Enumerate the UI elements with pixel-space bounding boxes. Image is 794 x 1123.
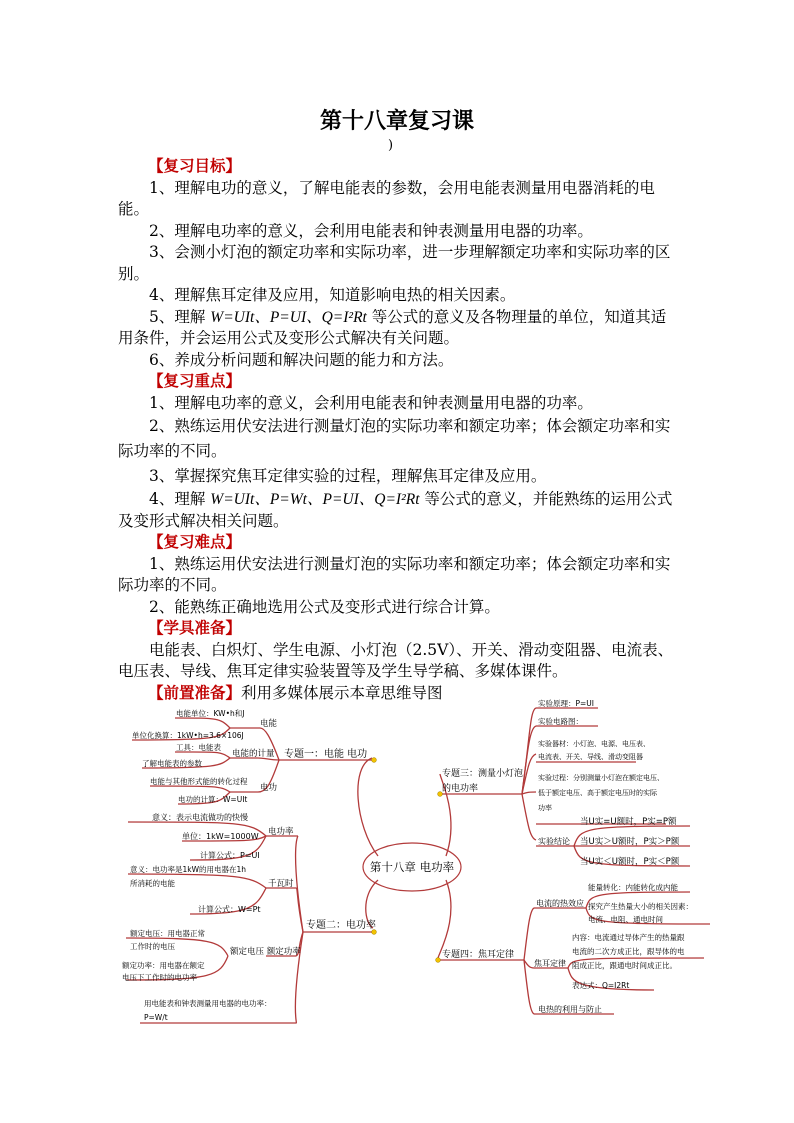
- page-subtitle: ): [388, 138, 394, 153]
- materials-heading: 【学具准备】: [148, 619, 242, 637]
- topic4-heat-explore: 电流、电阻、通电时间: [588, 915, 663, 924]
- topic3-circuit: 实验电路图：: [538, 717, 583, 726]
- topic1-energy-unit: 电能单位：KW•h和J: [176, 709, 245, 718]
- topic3-process: 低于额定电压、高于额定电压时的实际: [538, 789, 657, 797]
- key-point-4-formula: W=UIt、P=Wt、P=UI、Q=I²Rt: [210, 491, 420, 508]
- topic2-rated-power: 额定功率：用电器在额定: [122, 961, 205, 970]
- topic2-kwh-meaning: 意义：电功率是1kW的用电器在1h: [130, 865, 247, 874]
- topic2-branch-kwh: 千瓦时: [268, 879, 294, 889]
- topic4-law-formula: 表达式：Q=I2Rt: [572, 981, 630, 990]
- topic1-measure-tool: 工具：电能表: [176, 743, 221, 752]
- topic2-branch-power: 电功率: [268, 827, 294, 837]
- mindmap-dot: [372, 758, 377, 763]
- goal-item-5-prefix: 5、理解: [149, 307, 211, 326]
- document-body: [118, 156, 680, 704]
- key-point-item: [118, 489, 680, 532]
- topic2-kwh-meaning: 所消耗的电能: [130, 879, 175, 888]
- difficulty-item: 2、能熟练正确地选用公式及变形式进行综合计算。: [149, 597, 500, 616]
- topic3-conclusion: 实验结论: [538, 837, 570, 846]
- key-point-item: 2、熟练运用伏安法进行测量灯泡的实际功率和额定功率；体会额定功率和实际功率的不同。: [118, 417, 671, 460]
- mind-map: [120, 696, 710, 1032]
- topic1-label: 专题一：电能 电功: [284, 749, 368, 760]
- topic2-meter: P=W/t: [144, 1013, 168, 1022]
- topic1-work-formula: 电功的计算：W=UIt: [178, 795, 248, 804]
- topic2-power-unit: 单位：1kW=1000W: [182, 832, 259, 841]
- mindmap-link: [438, 880, 451, 958]
- page-title: 第十八章复习课: [319, 109, 474, 134]
- topic1-measure-params: 了解电能表的参数: [142, 759, 202, 768]
- topic4-use: 电热的利用与防止: [538, 1005, 602, 1014]
- key-point-4-prefix: 4、理解: [149, 490, 211, 508]
- topic1-work-process: 电能与其他形式能的转化过程: [150, 777, 248, 786]
- topic1-branch-work: 电功: [260, 783, 278, 793]
- topic3-conclusion-2: 当U实＞U额时，P实＞P额: [580, 837, 680, 847]
- key-point-item: 1、理解电功率的意义，会利用电能表和钟表测量用电器的功率。: [149, 393, 593, 412]
- topic1-branch-measure: 电能的计量: [232, 749, 275, 759]
- preparation-heading: 【前置准备】: [148, 683, 242, 702]
- topic2-meter: 用电能表和钟表测量用电器的电功率：: [144, 999, 272, 1008]
- topic4-branch-heat: 电流的热效应: [536, 899, 584, 908]
- topic2-rated-power: 电压下工作时的电功率: [122, 973, 197, 982]
- key-points-heading: 【复习重点】: [148, 372, 242, 390]
- topic3-label: 的电功率: [442, 784, 479, 794]
- goals-heading: 【复习目标】: [148, 157, 242, 175]
- mindmap-center-label: 第十八章 电功率: [369, 860, 455, 874]
- topic1-branch-energy: 电能: [260, 719, 278, 729]
- topic2-power-meaning: 意义：表示电流做功的快慢: [152, 813, 248, 822]
- goal-item: 6、养成分析问题和解决问题的能力和方法。: [149, 350, 454, 369]
- mindmap-dot: [436, 958, 441, 963]
- goal-item: 4、理解焦耳定律及应用，知道影响电热的相关因素。: [149, 286, 516, 304]
- topic1-energy-convert: 单位化换算：1kW•h=3.6×106J: [132, 731, 244, 740]
- mindmap-link: [358, 758, 378, 856]
- topic3-equipment: 电流表、开关、导线、滑动变阻器: [538, 753, 643, 761]
- topic3-conclusion-1: 当U实=U额时，P实=P额: [580, 817, 677, 827]
- materials-text: 电能表、白炽灯、学生电源、小灯泡（2.5V）、开关、滑动变阻器、电流表、电压表、导线、焦耳定律实验装置等及学生导学稿、多媒体课件。: [118, 640, 674, 680]
- goal-item: 3、会测小灯泡的额定功率和实际功率，进一步理解额定功率和实际功率的区别。: [118, 243, 671, 283]
- topic4-law: 电流的二次方成正比，跟导体的电: [572, 947, 685, 956]
- topic4-heat-explore: 探究产生热量大小的相关因素：: [588, 902, 693, 911]
- topic3-process: 功率: [538, 804, 552, 812]
- difficulties-heading: 【复习难点】: [148, 533, 242, 551]
- topic3-label: 专题三：测量小灯泡: [442, 769, 524, 779]
- topic4-branch-law: 焦耳定律: [534, 959, 566, 968]
- goal-item: 2、理解电功率的意义，会利用电能表和钟表测量用电器的功率。: [149, 221, 593, 240]
- topic4-law: 内容：电流通过导体产生的热量跟: [572, 933, 685, 942]
- topic3-equipment: 实验器材：小灯泡、电源、电压表、: [538, 740, 650, 748]
- difficulty-item: 1、熟练运用伏安法进行测量灯泡的实际功率和额定功率；体会额定功率和实际功率的不同。: [118, 554, 671, 594]
- topic2-rated-voltage: 工作时的电压: [130, 942, 175, 951]
- topic3-conclusion-3: 当U实＜U额时，P实＜P额: [580, 857, 680, 867]
- goal-item-5-formula: W=UIt、P=UI、Q=I²Rt: [210, 308, 367, 326]
- topic2-power-formula: 计算公式：P=UI: [200, 851, 260, 860]
- key-point-4-suffix: 等公式的意义，并能熟练的运用公式及变形式解决相关问题。: [118, 490, 673, 530]
- goal-item: 1、理解电功的意义，了解电能表的参数，会用电能表测量用电器消耗的电能。: [118, 178, 655, 218]
- key-point-item: 3、掌握探究焦耳定律实验的过程，理解焦耳定律及应用。: [149, 467, 547, 485]
- topic4-label: 专题四：焦耳定律: [442, 950, 515, 960]
- topic4-heat-energy: 能量转化：内能转化成内能: [588, 883, 678, 892]
- topic4-law: 阻成正比，跟通电时间成正比。: [572, 961, 677, 970]
- topic2-branch-rated: 额定电压 额定功率: [230, 947, 301, 957]
- goal-item: [118, 307, 680, 350]
- topic2-kwh-formula: 计算公式：W=Pt: [198, 905, 261, 914]
- preparation-text: 利用多媒体展示本章思维导图: [241, 683, 443, 702]
- topic3-process: 实验过程：分别测量小灯泡在额定电压、: [538, 774, 664, 782]
- topic3-principle: 实验原理：P=UI: [538, 699, 595, 708]
- topic2-rated-voltage: 额定电压：用电器正常: [130, 929, 205, 938]
- goal-item-5-suffix: 等公式的意义及各物理量的单位，知道其适用条件，并会运用公式及变形公式解决有关问题。: [118, 307, 667, 347]
- topic2-label: 专题二：电功率: [306, 920, 376, 931]
